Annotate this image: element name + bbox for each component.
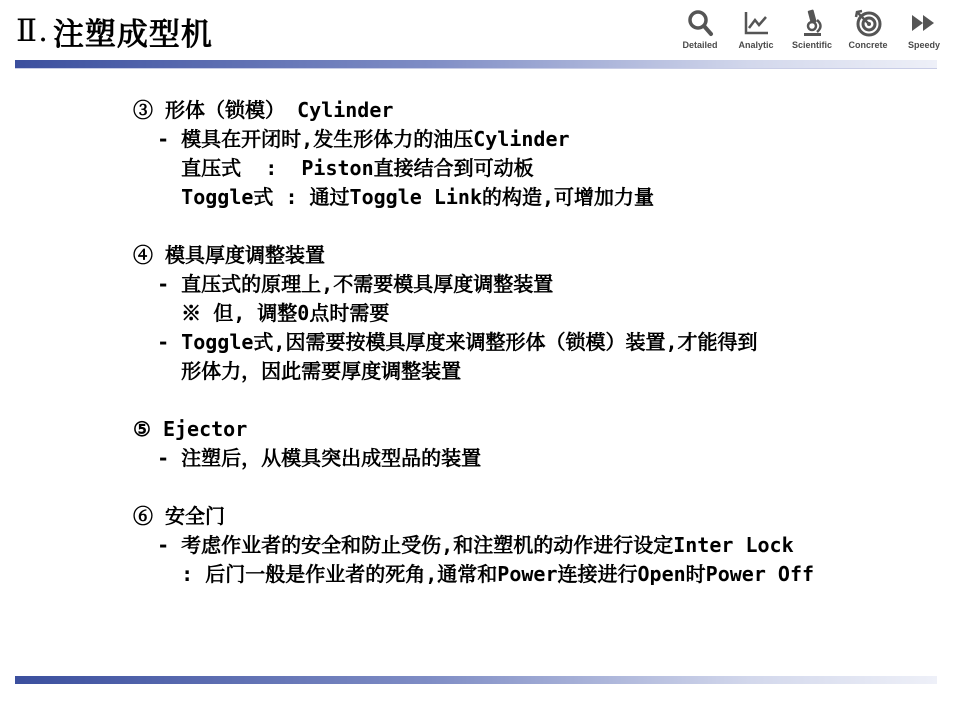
icon-scientific — [784, 8, 840, 50]
section-line: - 考虑作业者的安全和防止受伤,和注塑机的动作进行设定Inter Lock — [133, 533, 794, 557]
section-line: ※ 但, 调整0点时需要 — [133, 301, 390, 325]
footer-divider — [15, 676, 937, 684]
line-chart-icon — [741, 8, 771, 38]
content-body — [133, 96, 814, 589]
page-title — [16, 6, 213, 56]
icon-label-analytic: Analytic — [738, 40, 774, 50]
icon-analytic — [728, 8, 784, 50]
section-line: 直压式 : Piston直接结合到可动板 — [133, 156, 534, 180]
title-text: 注塑成型机 — [52, 16, 213, 53]
icon-label-speedy: Speedy — [907, 40, 940, 50]
icon-speedy — [896, 8, 952, 50]
section-line: - 注塑后，从模具突出成型品的装置 — [133, 446, 482, 470]
icon-detailed — [672, 8, 728, 50]
section-cylinder — [133, 96, 814, 212]
section-mold-thickness — [133, 241, 814, 386]
section-line: - 模具在开闭时,发生形体力的油压Cylinder — [133, 127, 570, 151]
section-line: Toggle式 : 通过Toggle Link的构造,可增加力量 — [133, 185, 655, 209]
icon-bar — [672, 8, 952, 50]
magnifier-icon — [685, 8, 715, 38]
microscope-icon — [797, 8, 827, 38]
section-heading: ⑥ 安全门 — [133, 504, 226, 528]
section-line: - Toggle式,因需要按模具厚度来调整形体（锁模）装置,才能得到 — [133, 330, 758, 354]
section-heading: ④ 模具厚度调整装置 — [133, 243, 326, 267]
icon-label-scientific: Scientific — [791, 40, 832, 50]
section-safety-door — [133, 502, 814, 589]
section-line: - 直压式的原理上,不需要模具厚度调整装置 — [133, 272, 554, 296]
section-heading: ⑤ Ejector — [133, 417, 248, 441]
icon-label-concrete: Concrete — [848, 40, 888, 50]
section-line: : 后门一般是作业者的死角,通常和Power连接进行Open时Power Off — [133, 562, 815, 586]
title-number: Ⅱ. — [16, 13, 49, 49]
section-line: 形体力，因此需要厚度调整装置 — [133, 359, 462, 383]
section-ejector — [133, 415, 814, 473]
fast-forward-icon — [909, 8, 939, 38]
icon-concrete — [840, 8, 896, 50]
header-divider — [15, 60, 937, 68]
icon-label-detailed: Detailed — [682, 40, 718, 50]
target-icon — [853, 8, 883, 38]
section-heading: ③ 形体（锁模） Cylinder — [133, 98, 394, 122]
